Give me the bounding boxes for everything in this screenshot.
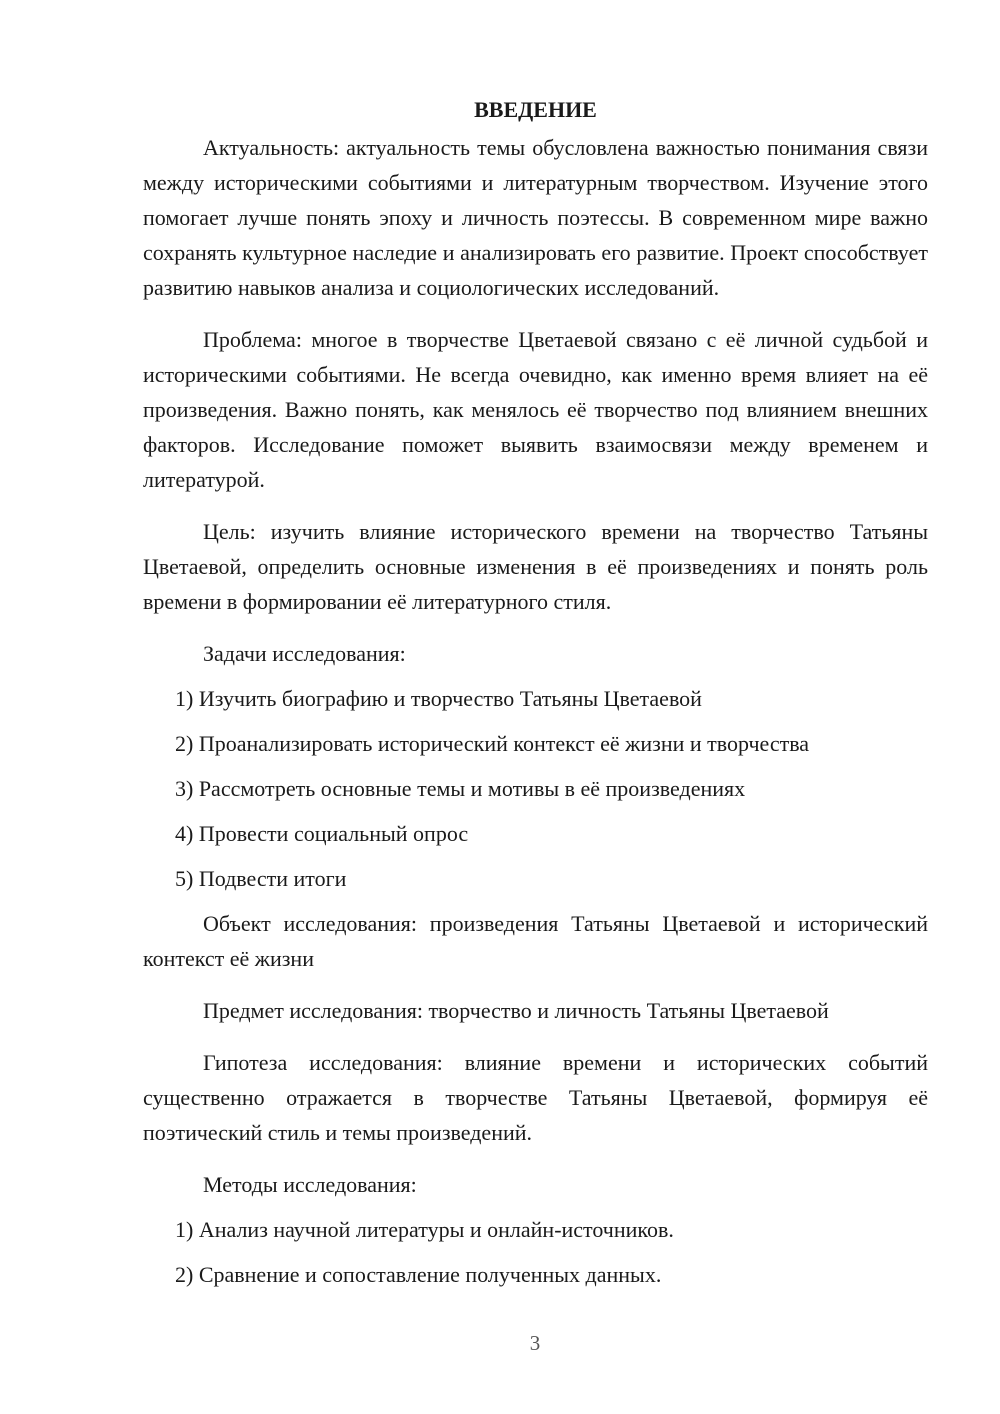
- task-item: 3) Рассмотреть основные темы и мотивы в её произведениях: [175, 776, 746, 801]
- task-item: 4) Провести социальный опрос: [175, 821, 469, 846]
- relevance-paragraph: Актуальность: актуальность темы обусловлена важностью понимания связи между историческими событиями и литературным творчеством. Изучение этого помогает лучше понять эпоху и личность поэтессы. В современном мире важно сохранять культурное наследие и анализировать его развитие. Проект способствует развитию навыков анализа и социологических исследований.: [143, 135, 928, 300]
- task-item: 5) Подвести итоги: [175, 866, 347, 891]
- object-paragraph: Объект исследования: произведения Татьяны Цветаевой и исторический контекст её жизни: [143, 911, 928, 971]
- methods-heading: Методы исследования:: [203, 1172, 417, 1197]
- section-title: ВВЕДЕНИЕ: [474, 97, 597, 122]
- method-item: 1) Анализ научной литературы и онлайн-источников.: [175, 1217, 674, 1242]
- page-number: 3: [529, 1331, 541, 1355]
- task-item: 2) Проанализировать исторический контекст её жизни и творчества: [175, 731, 810, 756]
- subject-paragraph: Предмет исследования: творчество и личность Татьяны Цветаевой: [203, 998, 829, 1023]
- document-page: [143, 92, 928, 1302]
- tasks-heading: Задачи исследования:: [203, 641, 406, 666]
- method-item: 2) Сравнение и сопоставление полученных данных.: [175, 1262, 662, 1287]
- hypothesis-paragraph: Гипотеза исследования: влияние времени и исторических событий существенно отражается в творчестве Татьяны Цветаевой, формируя её поэтический стиль и темы произведений.: [143, 1050, 928, 1145]
- problem-paragraph: Проблема: многое в творчестве Цветаевой связано с её личной судьбой и историческими событиями. Не всегда очевидно, как именно время влияет на её произведения. Важно понять, как менялось её творчество под влиянием внешних факторов. Исследование поможет выявить взаимосвязи между временем и литературой.: [143, 327, 928, 492]
- goal-paragraph: Цель: изучить влияние исторического времени на творчество Татьяны Цветаевой, определить основные изменения в её произведениях и понять роль времени в формировании её литературного стиля.: [143, 519, 928, 614]
- tasks-list: [143, 681, 928, 896]
- methods-list: [143, 1212, 928, 1292]
- task-item: 1) Изучить биографию и творчество Татьяны Цветаевой: [175, 686, 702, 711]
